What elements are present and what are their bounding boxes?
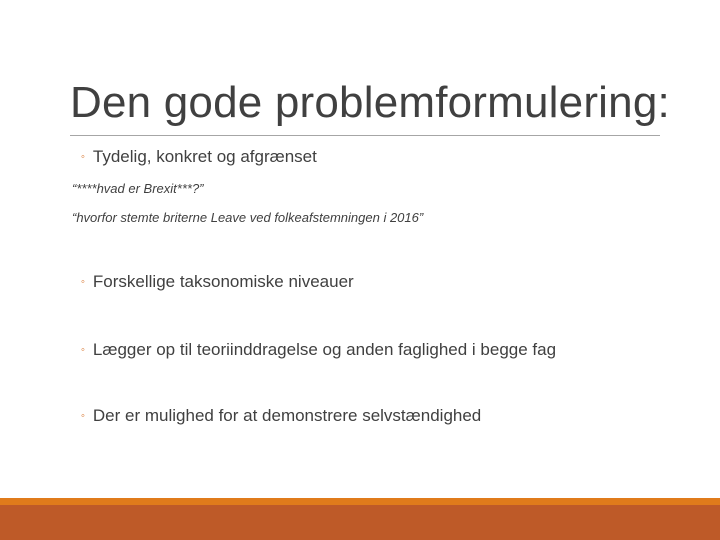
bullet-text: Lægger op til teoriinddragelse og anden faglighed i begge fag	[92, 340, 557, 359]
bullet-text: Der er mulighed for at demonstrere selvstændighed	[92, 406, 482, 425]
bullet-item	[81, 147, 317, 167]
bullet-icon: ◦	[81, 276, 85, 288]
bullet-icon: ◦	[81, 410, 85, 422]
bullet-text: Forskellige taksonomiske niveauer	[92, 272, 354, 291]
bullet-item	[81, 340, 556, 360]
bullet-item	[81, 406, 481, 426]
footer-band	[0, 505, 720, 540]
slide-title: Den gode problemformulering:	[70, 78, 670, 127]
bullet-item	[81, 272, 354, 292]
bullet-icon: ◦	[81, 151, 85, 163]
footer-accent-stripe	[0, 498, 720, 505]
example-question: “****hvad er Brexit***?”	[72, 181, 204, 196]
bullet-text: Tydelig, konkret og afgrænset	[92, 147, 317, 166]
bullet-icon: ◦	[81, 344, 85, 356]
example-question: “hvorfor stemte briterne Leave ved folkeafstemningen i 2016”	[72, 210, 424, 225]
title-divider	[70, 135, 660, 136]
